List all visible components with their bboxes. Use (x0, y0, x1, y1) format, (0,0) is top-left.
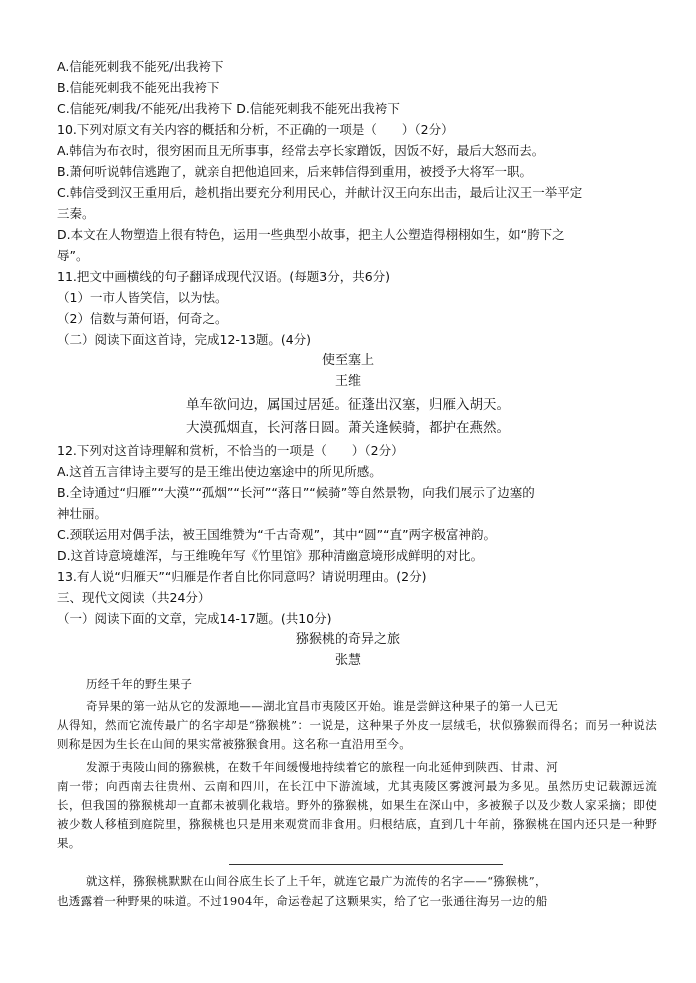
essay-p1-body: 从得知，然而它流传最广的名字却是“猕猴桃”：一说是，这种果子外皮一层绒毛，状似猕猴而得名；而另一种说法则称是因为生长在山间的果实常被猕猴食用。这名称一直沿用至今。 (57, 718, 657, 751)
q10-option-d-cont: 辱”。 (57, 248, 89, 263)
question-12: 12.下列对这首诗理解和赏析，不恰当的一项是（ ）（2分） (57, 443, 404, 458)
essay-p1-first-line: 奇异果的第一站从它的发源地——湖北宜昌市夷陵区开始。谁是尝鲜这种果子的第一人已无 (86, 699, 558, 713)
q12-option-d: D.这首诗意境雄浑，与王维晚年写《竹里馆》那种清幽意境形成鲜明的对比。 (57, 548, 484, 563)
q12-option-b-cont: 神壮丽。 (57, 506, 108, 521)
q11-item-2: （2）信数与萧何语，何奇之。 (57, 311, 228, 326)
q12-option-b: B.全诗通过“归雁”“大漠”“孤烟”“长河”“落日”“候骑”等自然景物，向我们展示了边塞的 (57, 485, 535, 500)
section-essay-heading: （一）阅读下面的文章，完成14-17题。(共10分) (57, 611, 332, 626)
essay-p2-body: 南一带；向西南去往贵州、云南和四川，在长江中下游流域，尤其夷陵区雾渡河最为多见。虽然历史记载源远流长，但我国的猕猴桃却一直都未被驯化栽培。野外的猕猴桃，如果生在深山中，多被猴子以及少数人家采摘；即使被少数人移植到庭院里，猕猴桃也只是用来观赏而非食用。归根结底，直到几十年前，猕猴桃在国内还只是一种野果。 (57, 779, 657, 850)
q10-option-c-cont: 三秦。 (57, 206, 95, 221)
q12-option-c: C.颈联运用对偶手法，被王国维赞为“千古奇观”，其中“圆”“直”两字极富神韵。 (57, 527, 497, 542)
q10-option-c: C.韩信受到汉王重用后，趁机指出要充分利用民心，并献计汉王向东出击，最后让汉王一举平定 (57, 185, 583, 200)
essay-subheading: 历经千年的野生果子 (86, 677, 193, 691)
section-poem-heading: （二）阅读下面这首诗，完成12-13题。(4分) (57, 332, 312, 347)
essay-title: 猕猴桃的奇异之旅 (295, 632, 400, 647)
q10-option-b: B.萧何听说韩信逃跑了，就亲自把他追回来，后来韩信得到重用，被授予大将军一职。 (57, 164, 533, 179)
q10-option-d: D.本文在人物塑造上很有特色，运用一些典型小故事，把主人公塑造得栩栩如生，如“胯下之 (57, 227, 565, 242)
q11-item-1: （1）一市人皆笑信，以为怯。 (57, 290, 228, 305)
essay-author: 张慧 (334, 653, 361, 668)
question-13: 13.有人说“归雁天”“归雁是作者自比你同意吗？请说明理由。(2分) (57, 569, 427, 584)
essay-p3-second-line: 也透露着一种野果的味道。不过1904年，命运卷起了这颗果实，给了它一张通往海另一边的船 (57, 894, 548, 908)
question-11: 11.把文中画横线的句子翻译成现代汉语。(每题3分，共6分) (57, 269, 391, 284)
q12-option-a: A.这首五言律诗主要写的是王维出使边塞途中的所见所感。 (57, 464, 382, 479)
option-a-line: A.信能死刺我不能死/出我袴下 (57, 59, 224, 74)
question-10: 10.下列对原文有关内容的概括和分析，不正确的一项是（ ）（2分） (57, 122, 454, 137)
poem-author: 王维 (334, 374, 361, 389)
essay-p3-first-line: 就这样，猕猴桃默默在山间谷底生长了上千年，就连它最广为流传的名字——“猕猴桃”， (86, 874, 547, 888)
answer-underline (229, 864, 503, 865)
poem-line-1: 单车欲问边，属国过居延。征蓬出汉塞，归雁入胡天。 (186, 397, 510, 413)
poem-title: 使至塞上 (321, 353, 374, 368)
option-b-line: B.信能死刺我不能死出我袴下 (57, 80, 220, 95)
q10-option-a: A.韩信为布衣时，很穷困而且无所事事，经常去亭长家蹭饭，因饭不好，最后大怒而去。 (57, 143, 545, 158)
essay-p2-first-line: 发源于夷陵山间的猕猴桃，在数千年间缓慢地持续着它的旅程一向北延伸到陕西、甘肃、河 (86, 760, 558, 774)
option-cd-line: C.信能死/刺我/不能死/出我袴下 D.信能死刺我不能死出我袴下 (57, 101, 400, 116)
section-three-heading: 三、现代文阅读（共24分） (57, 590, 211, 605)
poem-line-2: 大漠孤烟直，长河落日圆。萧关逢候骑，都护在燕然。 (186, 420, 510, 436)
